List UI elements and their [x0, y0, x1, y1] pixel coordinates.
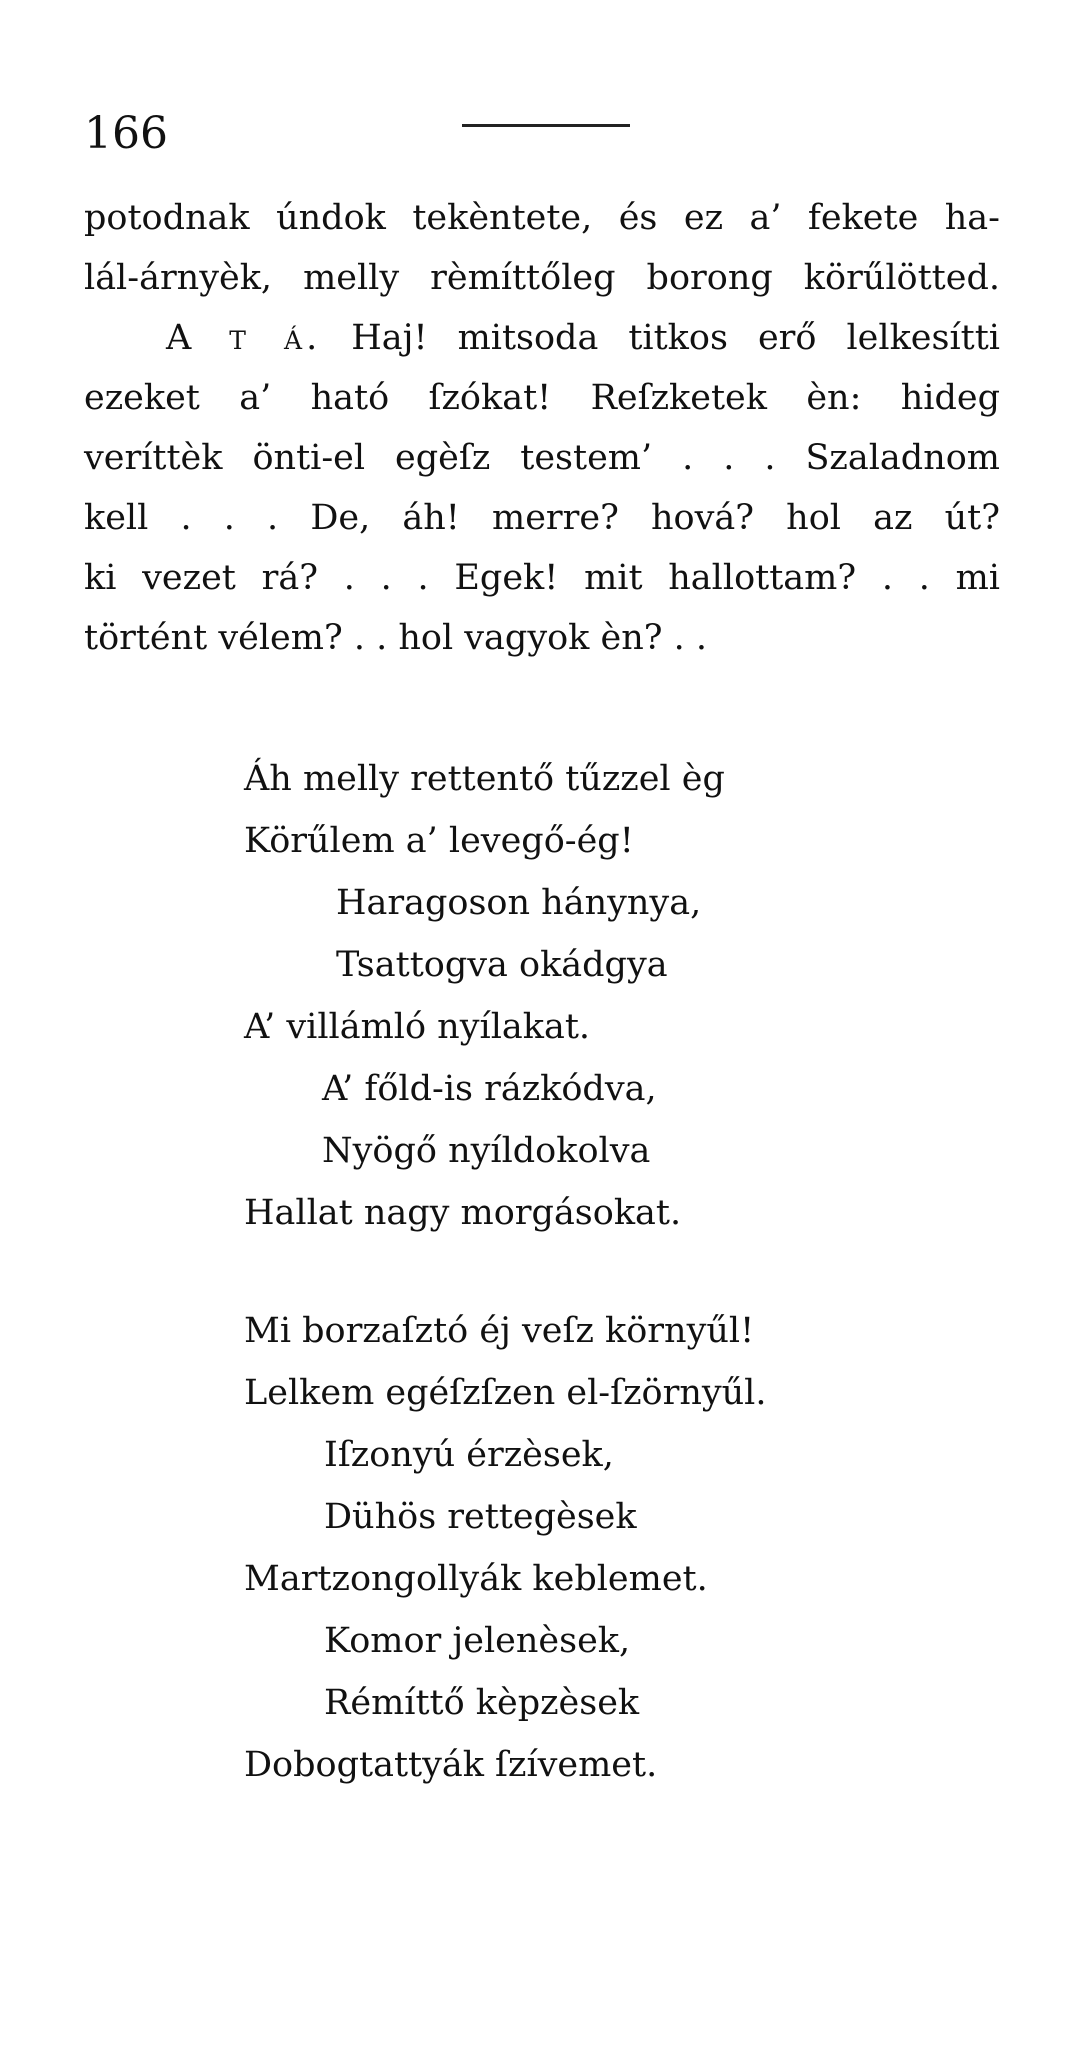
prose-line: lál-árnyèk, melly rèmíttőleg borong körűlötted.	[84, 258, 1000, 298]
prose-paragraph	[84, 188, 1000, 668]
verse-line: A’ főld-is rázkódva,	[322, 1069, 657, 1109]
verse-line: Nyögő nyíldokolva	[322, 1131, 651, 1171]
verse-line: Komor jelenèsek,	[324, 1621, 631, 1661]
verse-line: Áh melly rettentő tűzzel èg	[244, 759, 725, 799]
speaker-name: A t á.	[166, 318, 322, 358]
header-rule	[462, 124, 630, 127]
verse-line: Mi borzaſztó éj veſz környűl!	[244, 1311, 755, 1351]
prose-line: történt vélem? . . hol vagyok èn? . .	[84, 618, 708, 658]
verse-stanza-1	[244, 748, 904, 1244]
verse-line: Dobogtattyák ſzívemet.	[244, 1745, 658, 1785]
verse-line: Körűlem a’ levegő-ég!	[244, 821, 634, 861]
prose-line: ezeket a’ ható ſzókat! Reſzketek èn: hideg	[84, 378, 1000, 418]
speech-text: Haj! mitsoda titkos erő lelkesítti	[321, 318, 1000, 358]
verse-line: A’ villámló nyílakat.	[244, 1007, 591, 1047]
verse-line: Hallat nagy morgásokat.	[244, 1193, 682, 1233]
page-number: 166	[84, 108, 168, 159]
prose-line: kell . . . De, áh! merre? hová? hol az út?	[84, 498, 1000, 538]
verse-line: Lelkem egéſzſzen el-ſzörnyűl.	[244, 1373, 767, 1413]
prose-line: potodnak úndok tekèntete, és ez a’ fekete ha-	[84, 198, 1000, 238]
prose-line: veríttèk önti-el egèſz testem’ . . . Szaladnom	[84, 438, 1000, 478]
verse-line: Dühös rettegèsek	[324, 1497, 637, 1537]
verse-stanza-2	[244, 1300, 904, 1796]
prose-line: ki vezet rá? . . . Egek! mit hallottam? . . mi	[84, 558, 1000, 598]
verse-line: Iſzonyú érzèsek,	[324, 1435, 614, 1475]
verse-line: Rémíttő kèpzèsek	[324, 1683, 640, 1723]
prose-line	[84, 308, 1000, 368]
verse-line: Tsattogva okádgya	[336, 945, 668, 985]
verse-line: Martzongollyák keblemet.	[244, 1559, 708, 1599]
verse-line: Haragoson hánynya,	[336, 883, 702, 923]
